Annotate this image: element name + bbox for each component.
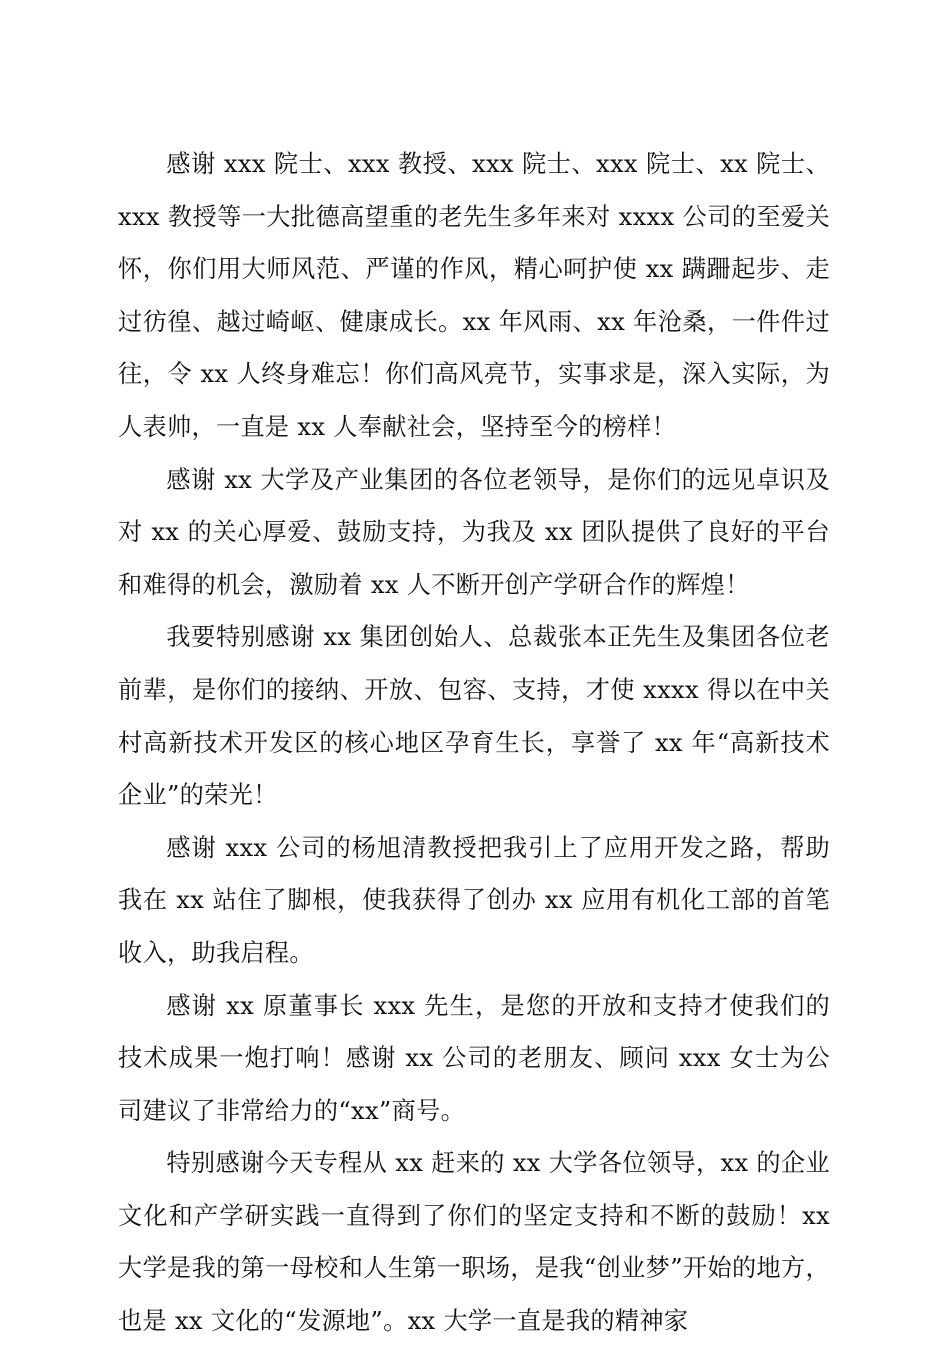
document-body bbox=[118, 138, 830, 1348]
paragraph-thanks-group-founder: 我要特别感谢 xx 集团创始人、总裁张本正先生及集团各位老前辈，是你们的接纳、开放、包容、支持，才使 xxxx 得以在中关村高新技术开发区的核心地区孕育生长，享誉了 xx 年“高新技术企业”的荣光！ bbox=[118, 623, 830, 810]
paragraph-thanks-chairman: 感谢 xx 原董事长 xxx 先生，是您的开放和支持才使我们的技术成果一炮打响！感谢 xx 公司的老朋友、顾问 xxx 女士为公司建议了非常给力的“xx”商号。 bbox=[118, 991, 830, 1125]
paragraph-thanks-alma-mater: 特别感谢今天专程从 xx 赶来的 xx 大学各位领导，xx 的企业文化和产学研实践一直得到了你们的坚定支持和不断的鼓励！xx 大学是我的第一母校和人生第一职场，是我“创业梦”开始的地方，也是 xx 文化的“发源地”。xx 大学一直是我的精神家 bbox=[118, 1149, 830, 1336]
paragraph-thanks-university-leaders: 感谢 xx 大学及产业集团的各位老领导，是你们的远见卓识及对 xx 的关心厚爱、鼓励支持，为我及 xx 团队提供了良好的平台和难得的机会，激励着 xx 人不断开创产学研合作的辉煌！ bbox=[118, 465, 830, 599]
paragraph-thanks-academicians: 感谢 xxx 院士、xxx 教授、xxx 院士、xxx 院士、xx 院士、xxx 教授等一大批德高望重的老先生多年来对 xxxx 公司的至爱关怀，你们用大师风范、严谨的作风，精心呵护使 xx 蹒跚起步、走过彷徨、越过崎岖、健康成长。xx 年风雨、xx 年沧桑，一件件过往，令 xx 人终身难忘！你们高风亮节，实事求是，深入实际，为人表帅，一直是 xx 人奉献社会，坚持至今的榜样！ bbox=[118, 150, 830, 441]
paragraph-thanks-professor: 感谢 xxx 公司的杨旭清教授把我引上了应用开发之路，帮助我在 xx 站住了脚根，使我获得了创办 xx 应用有机化工部的首笔收入，助我启程。 bbox=[118, 833, 830, 967]
